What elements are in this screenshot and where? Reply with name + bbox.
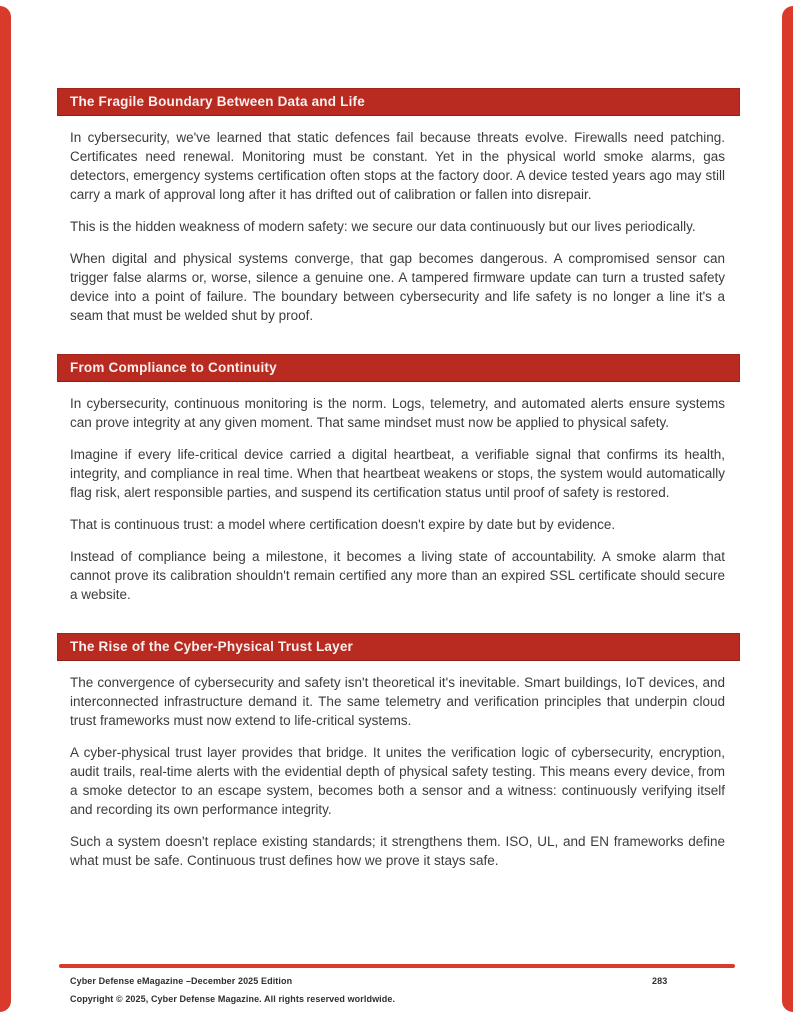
page-number: 283	[652, 976, 668, 986]
page-edge-left-decoration	[0, 6, 11, 1012]
body-paragraph: In cybersecurity, we've learned that static defences fail because threats evolve. Firewalls need patching. Certificates need renewal. Monitoring must be constant. Yet in the physical world smoke alarms, gas detectors, emergency systems certification often stops at the factory door. A device tested years ago may still carry a mark of approval long after it has drifted out of calibration or fallen into disrepair.	[70, 130, 725, 202]
page-content	[57, 88, 740, 870]
body-paragraph: Imagine if every life-critical device carried a digital heartbeat, a verifiable signal that confirms its health, integrity, and compliance in real time. When that heartbeat weakens or stops, the system would automatically flag risk, alert responsible parties, and suspend its certification status until proof of safety is restored.	[70, 447, 725, 500]
footer-divider-rule	[59, 964, 735, 968]
page-edge-right-decoration	[782, 6, 793, 1012]
footer-copyright: Copyright © 2025, Cyber Defense Magazine. All rights reserved worldwide.	[70, 994, 396, 1004]
section-compliance-to-continuity	[57, 354, 740, 604]
body-paragraph: Instead of compliance being a milestone, it becomes a living state of accountability. A smoke alarm that cannot prove its calibration shouldn't remain certified any more than an expired SSL certificate should secure a website.	[70, 549, 725, 602]
section-fragile-boundary	[57, 88, 740, 325]
body-paragraph: The convergence of cybersecurity and safety isn't theoretical it's inevitable. Smart buildings, IoT devices, and interconnected infrastructure demand it. The same telemetry and verification principles that underpin cloud trust frameworks must now extend to life-critical systems.	[70, 675, 725, 728]
footer-edition-text: Cyber Defense eMagazine –December 2025 Edition	[70, 976, 293, 986]
body-paragraph: That is continuous trust: a model where certification doesn't expire by date but by evidence.	[70, 517, 616, 532]
body-paragraph: When digital and physical systems converge, that gap becomes dangerous. A compromised sensor can trigger false alarms or, worse, silence a genuine one. A tampered firmware update can turn a trusted safety device into a point of failure. The boundary between cybersecurity and life safety is no longer a line it's a seam that must be welded shut by proof.	[70, 251, 725, 323]
section-cyber-physical-trust-layer	[57, 633, 740, 870]
section-title: The Rise of the Cyber-Physical Trust Layer	[57, 633, 740, 661]
footer-edition-line	[70, 976, 735, 986]
section-title: The Fragile Boundary Between Data and Life	[57, 88, 740, 116]
body-paragraph: A cyber-physical trust layer provides that bridge. It unites the verification logic of cybersecurity, encryption, audit trails, real-time alerts with the evidential depth of physical safety testing. This means every device, from a smoke detector to an escape system, becomes both a sensor and a witness: continuously verifying itself and recording its own performance integrity.	[70, 745, 725, 817]
body-paragraph: In cybersecurity, continuous monitoring is the norm. Logs, telemetry, and automated alerts ensure systems can prove integrity at any given moment. That same mindset must now be applied to physical safety.	[70, 396, 725, 430]
body-paragraph: This is the hidden weakness of modern safety: we secure our data continuously but our lives periodically.	[70, 219, 696, 234]
body-paragraph: Such a system doesn't replace existing standards; it strengthens them. ISO, UL, and EN frameworks define what must be safe. Continuous trust defines how we prove it stays safe.	[70, 834, 725, 868]
section-title: From Compliance to Continuity	[57, 354, 740, 382]
